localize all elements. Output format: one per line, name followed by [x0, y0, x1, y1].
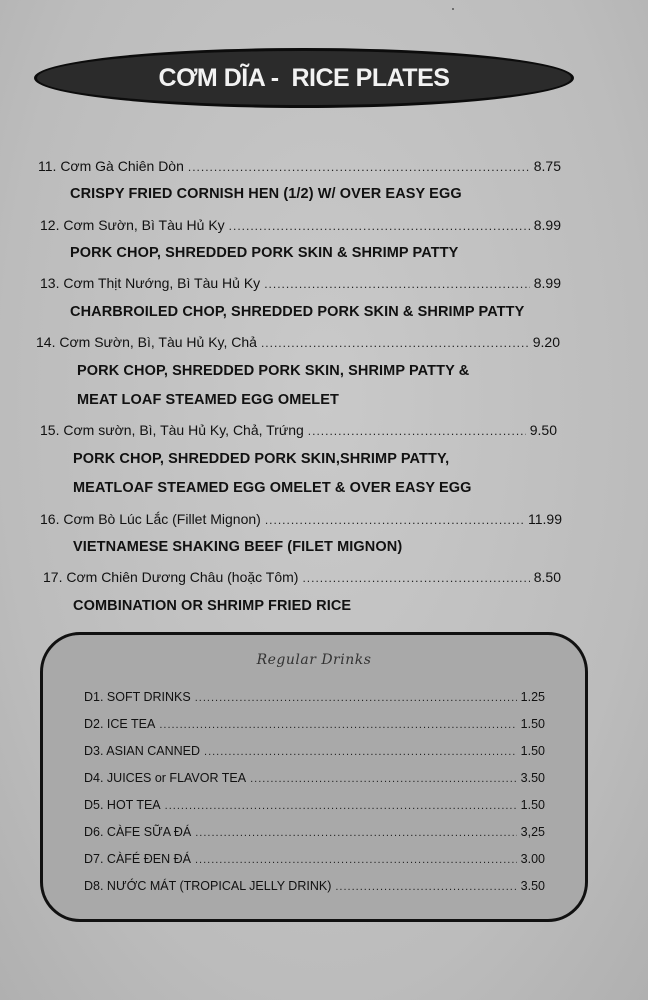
leader-dots	[195, 854, 517, 866]
item-price: 9.20	[532, 334, 560, 350]
menu-item-line	[40, 422, 557, 438]
section-title: CƠM DĨA - RICE PLATES	[158, 63, 450, 92]
drink-name: D6. CÀFE SỮA ĐÁ	[84, 825, 192, 839]
item-description: MEATLOAF STEAMED EGG OMELET & OVER EASY EGG	[73, 480, 472, 496]
leader-dots	[335, 881, 516, 893]
drink-name: D1. SOFT DRINKS	[84, 690, 191, 704]
leader-dots	[261, 336, 529, 350]
drink-name: D3. ASIAN CANNED	[84, 744, 201, 758]
drink-item	[84, 744, 545, 758]
leader-dots	[302, 571, 529, 585]
item-description: COMBINATION OR SHRIMP FRIED RICE	[73, 598, 352, 614]
menu-item-line	[40, 217, 561, 233]
item-price: 8.75	[533, 158, 561, 174]
drink-price: 3,25	[520, 825, 545, 839]
item-name: 11. Cơm Gà Chiên Dòn	[38, 158, 184, 174]
drink-name: D2. ICE TEA	[84, 717, 156, 731]
item-description: PORK CHOP, SHREDDED PORK SKIN,SHRIMP PATTY,	[73, 451, 450, 467]
drink-item	[84, 825, 545, 839]
drink-price: 1.50	[520, 744, 545, 758]
menu-item-line	[40, 275, 561, 291]
item-name: 14. Cơm Sườn, Bì, Tàu Hủ Ky, Chả	[36, 334, 257, 350]
item-description: PORK CHOP, SHREDDED PORK SKIN, SHRIMP PATTY &	[77, 363, 470, 379]
leader-dots	[229, 219, 530, 233]
leader-dots	[188, 160, 530, 174]
drink-name: D5. HOT TEA	[84, 798, 161, 812]
drink-price: 1.50	[520, 798, 545, 812]
leader-dots	[159, 719, 516, 731]
leader-dots	[204, 746, 517, 758]
item-description: PORK CHOP, SHREDDED PORK SKIN & SHRIMP PATTY	[70, 245, 459, 261]
leader-dots	[250, 773, 517, 785]
drink-item	[84, 852, 545, 866]
drink-item	[84, 771, 545, 785]
drink-name: D4. JUICES or FLAVOR TEA	[84, 771, 247, 785]
leader-dots	[308, 424, 526, 438]
item-name: 15. Cơm sườn, Bì, Tàu Hủ Ky, Chả, Trứng	[40, 422, 304, 438]
item-description: MEAT LOAF STEAMED EGG OMELET	[77, 392, 339, 408]
drink-item	[84, 717, 545, 731]
item-name: 16. Cơm Bò Lúc Lắc (Fillet Mignon)	[40, 511, 261, 527]
menu-item-line	[38, 158, 561, 174]
item-price: 8.99	[533, 217, 561, 233]
section-banner	[34, 48, 574, 108]
item-name: 17. Cơm Chiên Dương Châu (hoặc Tôm)	[43, 569, 299, 585]
drink-price: 3.50	[520, 771, 545, 785]
menu-item-line	[40, 511, 562, 527]
drink-price: 3.00	[520, 852, 545, 866]
drink-name: D7. CÀFÉ ĐEN ĐÁ	[84, 852, 191, 866]
drink-price: 1.50	[520, 717, 545, 731]
leader-dots	[264, 277, 530, 291]
drink-price: 1.25	[520, 690, 545, 704]
item-price: 8.50	[533, 569, 561, 585]
drink-item	[84, 798, 545, 812]
leader-dots	[195, 827, 516, 839]
drink-name: D8. NƯỚC MÁT (TROPICAL JELLY DRINK)	[84, 879, 332, 893]
menu-item-line	[36, 334, 560, 350]
menu-item-line	[43, 569, 561, 585]
item-description: CRISPY FRIED CORNISH HEN (1/2) W/ OVER EASY EGG	[70, 186, 462, 202]
leader-dots	[265, 513, 524, 527]
item-name: 13. Cơm Thịt Nướng, Bì Tàu Hủ Ky	[40, 275, 261, 291]
item-price: 9.50	[529, 422, 557, 438]
leader-dots	[195, 692, 517, 704]
item-name: 12. Cơm Sườn, Bì Tàu Hủ Ky	[40, 217, 225, 233]
item-price: 11.99	[528, 511, 562, 527]
item-price: 8.99	[533, 275, 561, 291]
drink-item	[84, 879, 545, 893]
item-description: CHARBROILED CHOP, SHREDDED PORK SKIN & SHRIMP PATTY	[70, 304, 525, 320]
drinks-heading: Regular Drinks	[256, 652, 372, 668]
item-description: VIETNAMESE SHAKING BEEF (FILET MIGNON)	[73, 539, 403, 555]
drink-price: 3.50	[520, 879, 545, 893]
scan-speck	[452, 8, 454, 10]
leader-dots	[165, 800, 517, 812]
drink-item	[84, 690, 545, 704]
